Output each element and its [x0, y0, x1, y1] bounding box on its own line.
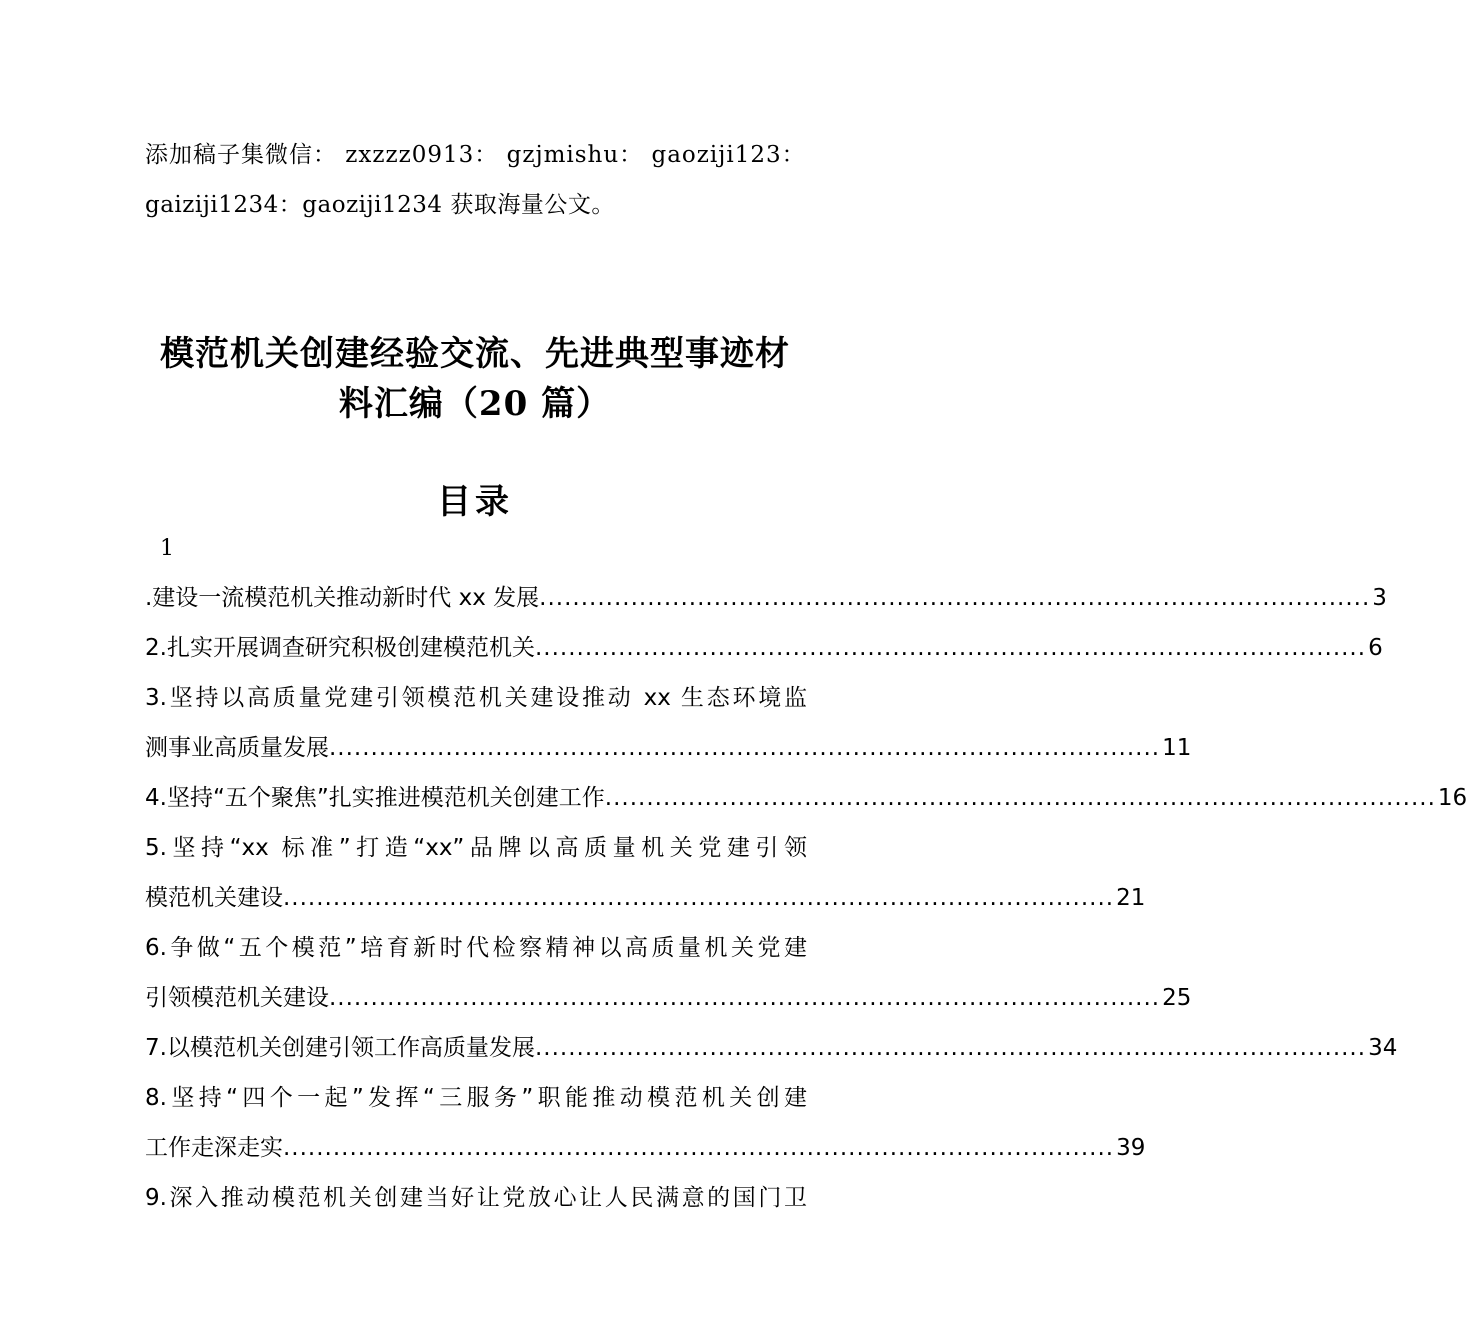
toc-entry-9[interactable]: 9.深入推动模范机关创建当好让党放心让人民满意的国门卫	[145, 1185, 807, 1211]
toc-entry-text: 工作走深走实	[145, 1135, 283, 1161]
toc-page-number: 6	[1368, 635, 1383, 661]
toc-entry-3[interactable]: 3.坚持以高质量党建引领模范机关建设推动 xx 生态环境监	[145, 685, 807, 711]
toc-leader-dots: ....................................................................................................	[604, 785, 1436, 811]
toc-entry-4[interactable]	[145, 780, 1467, 816]
toc-leader-dots: ....................................................................................................	[329, 985, 1161, 1011]
wechat-notice-line-2: gaiziji1234：gaoziji1234 获取海量公文。	[145, 192, 615, 218]
toc-entry-5-continuation[interactable]	[145, 880, 1146, 916]
toc-page-number: 11	[1162, 735, 1192, 761]
toc-page-number: 39	[1116, 1135, 1146, 1161]
wechat-notice-line-1: 添加稿子集微信： zxzzz0913： gzjmishu： gaoziji123：	[145, 142, 806, 168]
toc-leader-dots: ....................................................................................................	[283, 885, 1115, 911]
toc-leader-dots: ....................................................................................................	[329, 735, 1161, 761]
toc-entry-3-continuation[interactable]	[145, 730, 1192, 766]
toc-entry-6[interactable]: 6.争做“五个模范”培育新时代检察精神以高质量机关党建	[145, 935, 807, 961]
toc-page-number: 21	[1116, 885, 1146, 911]
toc-leader-dots: ....................................................................................................	[283, 1135, 1115, 1161]
toc-entry-text: 4.坚持“五个聚焦”扎实推进模范机关创建工作	[145, 785, 605, 811]
document-title-line-2: 料汇编（20 篇）	[338, 384, 612, 424]
document-title-line-1: 模范机关创建经验交流、先进典型事迹材	[160, 334, 790, 374]
toc-entry-text: 引领模范机关建设	[145, 985, 329, 1011]
toc-page-number: 16	[1437, 785, 1467, 811]
toc-entry-8-continuation[interactable]	[145, 1130, 1146, 1166]
toc-entry-text: .建设一流模范机关推动新时代 xx 发展	[145, 585, 540, 611]
toc-entry-7[interactable]	[145, 1030, 1398, 1066]
toc-page-number: 3	[1372, 585, 1387, 611]
toc-entry-1[interactable]	[145, 580, 1387, 616]
toc-page-number: 25	[1162, 985, 1192, 1011]
toc-entry-text: 测事业高质量发展	[145, 735, 329, 761]
toc-entry-5[interactable]: 5.坚持“xx 标准”打造“xx”品牌以高质量机关党建引领	[145, 835, 807, 861]
toc-heading: 目录	[437, 482, 513, 522]
toc-entry-6-continuation[interactable]	[145, 980, 1192, 1016]
toc-entry-text: 模范机关建设	[145, 885, 283, 911]
toc-leader-dots: ....................................................................................................	[534, 635, 1367, 661]
toc-entry-2[interactable]	[145, 630, 1383, 666]
toc-leader-dots: ....................................................................................................	[539, 585, 1371, 611]
toc-entry-text: 2.扎实开展调查研究积极创建模范机关	[145, 635, 535, 661]
toc-leader-dots: ....................................................................................................	[534, 1035, 1367, 1061]
toc-entry-text: 7.以模范机关创建引领工作高质量发展	[145, 1035, 535, 1061]
toc-page-number: 34	[1368, 1035, 1398, 1061]
toc-entry-8[interactable]: 8.坚持“四个一起”发挥“三服务”职能推动模范机关创建	[145, 1085, 807, 1111]
toc-first-number: 1	[160, 536, 174, 561]
